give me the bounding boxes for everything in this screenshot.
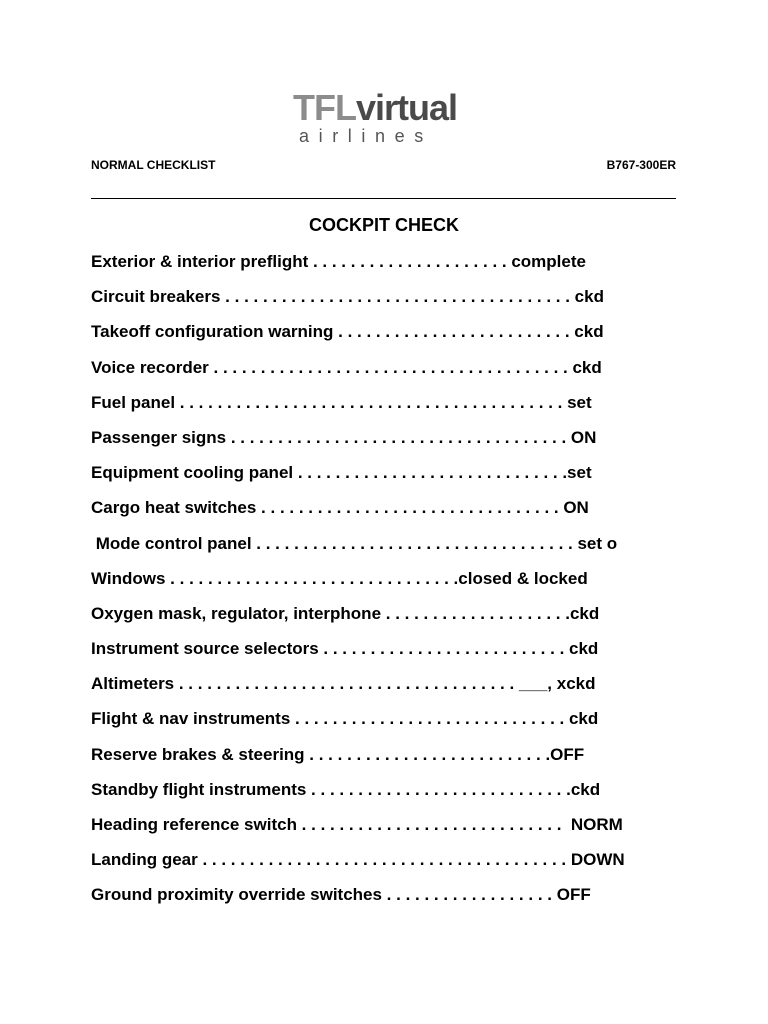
checklist-type-label: NORMAL CHECKLIST bbox=[91, 158, 216, 172]
checklist-item: Heading reference switch . . . . . . . . . . . . . . . . . . . . . . . . . . . . NORM bbox=[91, 815, 623, 834]
checklist-item: Oxygen mask, regulator, interphone . . . . . . . . . . . . . . . . . . . .ckd bbox=[91, 603, 600, 623]
checklist-item: Flight & nav instruments . . . . . . . . . . . . . . . . . . . . . . . . . . . . . ckd bbox=[91, 709, 599, 729]
checklist-item: Mode control panel . . . . . . . . . . . . . . . . . . . . . . . . . . . . . . . . . . set o bbox=[91, 533, 618, 553]
checklist-item: Windows . . . . . . . . . . . . . . . . . . . . . . . . . . . . . . .closed & locked bbox=[91, 568, 588, 588]
checklist-item: Exterior & interior preflight . . . . . . . . . . . . . . . . . . . . . complete bbox=[91, 252, 586, 271]
checklist-item: Altimeters . . . . . . . . . . . . . . . . . . . . . . . . . . . . . . . . . . . . ___, xckd bbox=[91, 674, 596, 694]
logo-wordmark bbox=[293, 87, 458, 128]
aircraft-type-label: B767-300ER bbox=[606, 158, 676, 172]
airline-logo bbox=[293, 87, 478, 146]
checklist-item: Landing gear . . . . . . . . . . . . . . . . . . . . . . . . . . . . . . . . . . . . . . . DOWN bbox=[91, 850, 625, 870]
logo-tfl-text: TFL bbox=[293, 87, 356, 128]
logo-virtual-text: virtual bbox=[355, 87, 458, 128]
checklist-item: Standby flight instruments . . . . . . . . . . . . . . . . . . . . . . . . . . . .ckd bbox=[91, 779, 601, 799]
checklist-item: Circuit breakers . . . . . . . . . . . . . . . . . . . . . . . . . . . . . . . . . . . . . ckd bbox=[91, 287, 604, 307]
checklist-item: Fuel panel . . . . . . . . . . . . . . . . . . . . . . . . . . . . . . . . . . . . . . . . . set bbox=[91, 392, 592, 412]
checklist-items bbox=[91, 251, 691, 920]
header-divider bbox=[91, 198, 676, 199]
checklist-item: Reserve brakes & steering . . . . . . . . . . . . . . . . . . . . . . . . . .OFF bbox=[91, 744, 585, 764]
checklist-item: Takeoff configuration warning . . . . . . . . . . . . . . . . . . . . . . . . . ckd bbox=[91, 322, 604, 342]
checklist-item: Instrument source selectors . . . . . . . . . . . . . . . . . . . . . . . . . . ckd bbox=[91, 639, 599, 659]
checklist-item: Ground proximity override switches . . . . . . . . . . . . . . . . . . OFF bbox=[91, 885, 591, 905]
checklist-item: Equipment cooling panel . . . . . . . . . . . . . . . . . . . . . . . . . . . . .set bbox=[91, 463, 592, 483]
checklist-item: Voice recorder . . . . . . . . . . . . . . . . . . . . . . . . . . . . . . . . . . . . . . ckd bbox=[91, 357, 602, 377]
logo-tagline: airlines bbox=[299, 126, 433, 146]
section-title: COCKPIT CHECK bbox=[308, 215, 459, 235]
checklist-item: Cargo heat switches . . . . . . . . . . . . . . . . . . . . . . . . . . . . . . . . ON bbox=[91, 498, 589, 518]
checklist-item: Passenger signs . . . . . . . . . . . . . . . . . . . . . . . . . . . . . . . . . . . . ON bbox=[91, 427, 597, 447]
